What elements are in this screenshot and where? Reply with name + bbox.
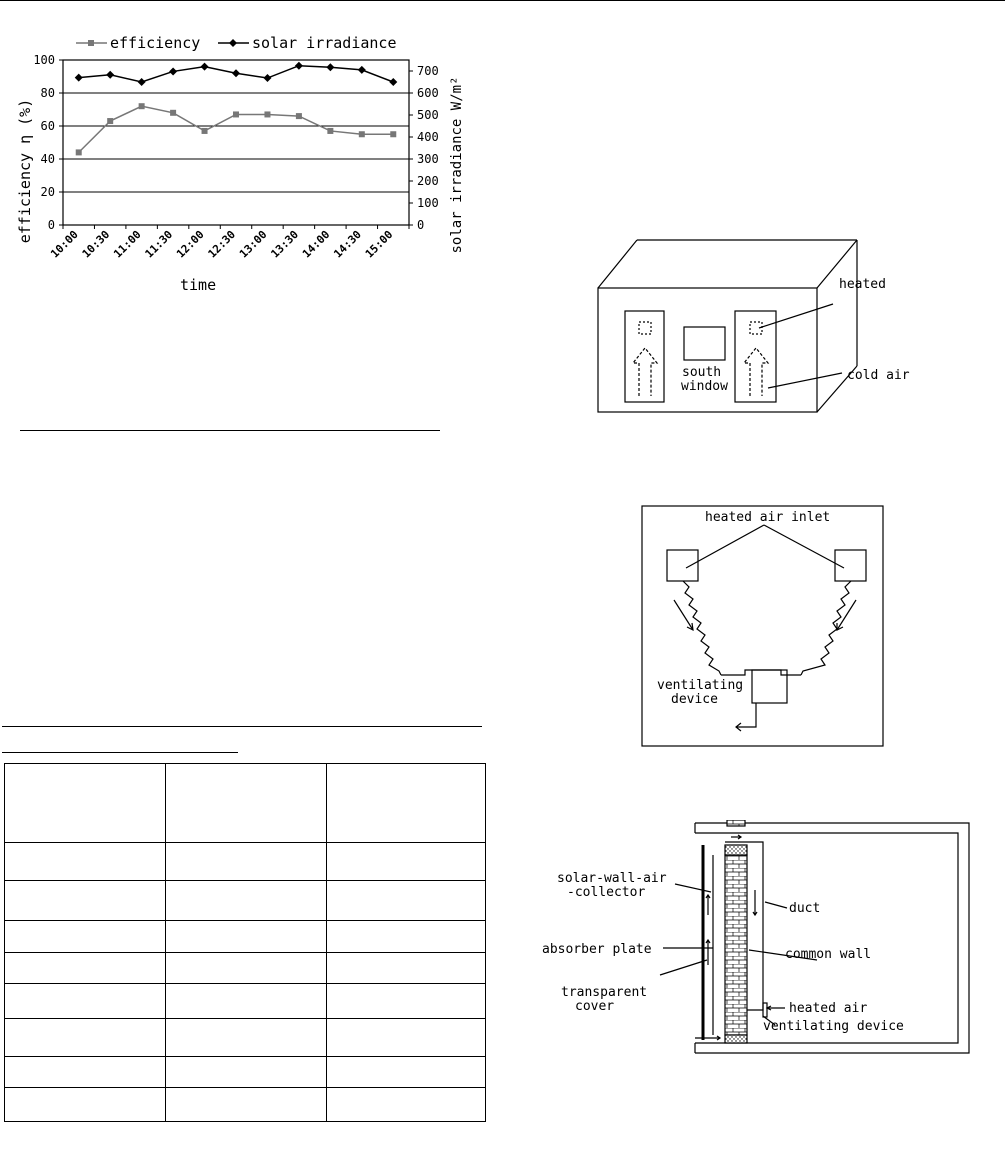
x-tick-label: 13:00 xyxy=(236,227,270,261)
label-heated-air-inlet: heated air inlet xyxy=(705,510,831,525)
label-solar-wall-air: solar-wall-air xyxy=(557,871,667,886)
y-right-tick-label: 700 xyxy=(417,64,439,78)
south-window xyxy=(684,327,725,360)
label-absorber-plate: absorber plate xyxy=(542,942,652,957)
x-tick-label: 12:00 xyxy=(174,227,207,261)
y-tick-label: 0 xyxy=(47,218,55,232)
y-right-tick-label: 400 xyxy=(417,130,439,144)
label-ventilating: ventilating xyxy=(657,678,744,693)
y-tick-label: 40 xyxy=(40,152,55,166)
left-collector xyxy=(625,311,664,402)
label-duct: duct xyxy=(789,901,821,916)
point-solar-irradiance xyxy=(106,71,114,79)
table-row xyxy=(5,764,486,843)
point-solar-irradiance xyxy=(201,63,209,71)
x-tick-label: 10:00 xyxy=(48,227,81,261)
room-collector-diagram xyxy=(587,238,949,415)
room-outline xyxy=(642,506,883,746)
x-tick-label: 11:30 xyxy=(142,227,176,261)
label-window: window xyxy=(681,379,728,394)
label-cold-air: cold air xyxy=(847,368,910,383)
point-solar-irradiance xyxy=(263,74,271,82)
left-inlet xyxy=(667,550,698,581)
point-efficiency xyxy=(264,111,270,117)
y-tick-label: 100 xyxy=(33,53,55,67)
efficiency-irradiance-chart xyxy=(0,25,470,295)
point-efficiency xyxy=(296,113,302,119)
point-solar-irradiance xyxy=(389,78,397,86)
y-tick-label: 80 xyxy=(40,86,55,100)
table-row xyxy=(5,881,486,921)
table-row xyxy=(5,1019,486,1057)
page-top-rule xyxy=(0,0,1005,1)
label-cover: cover xyxy=(575,999,615,1014)
y-tick-label: 20 xyxy=(40,185,55,199)
legend-solar-irradiance: solar irradiance xyxy=(252,34,397,52)
table-row xyxy=(5,1057,486,1088)
y-axis-label: efficiency η (%) xyxy=(16,98,34,244)
x-tick-label: 13:30 xyxy=(268,227,302,261)
underline-2 xyxy=(2,726,482,727)
point-efficiency xyxy=(233,111,239,117)
x-tick-label: 15:00 xyxy=(362,227,396,261)
label-collector: -collector xyxy=(567,885,646,900)
x-tick-label: 11:00 xyxy=(111,227,144,261)
x-axis-label: time xyxy=(180,276,217,294)
up-arrow-icon xyxy=(633,348,657,396)
point-efficiency xyxy=(170,110,176,116)
table-row xyxy=(5,1088,486,1122)
label-ventilating-device: ventilating device xyxy=(763,1019,904,1034)
y-right-tick-label: 100 xyxy=(417,196,439,210)
flow-arrow-icon xyxy=(674,600,693,630)
y-right-tick-label: 300 xyxy=(417,152,439,166)
plot-frame xyxy=(63,60,409,225)
common-wall xyxy=(725,855,747,1035)
point-solar-irradiance xyxy=(232,69,240,77)
inlet-ventilation-diagram xyxy=(641,505,886,748)
label-device: device xyxy=(671,692,718,707)
table-row xyxy=(5,921,486,953)
y-right-tick-label: 0 xyxy=(417,218,425,232)
point-solar-irradiance xyxy=(138,78,146,86)
point-efficiency xyxy=(107,118,113,124)
solar-wall-section-diagram xyxy=(535,820,975,1060)
point-efficiency xyxy=(390,131,396,137)
point-efficiency xyxy=(202,128,208,134)
table-row xyxy=(5,953,486,984)
right-duct xyxy=(801,581,851,675)
y-tick-label: 60 xyxy=(40,119,55,133)
y-right-tick-label: 500 xyxy=(417,108,439,122)
label-heated-air: heated air xyxy=(789,1001,868,1016)
point-solar-irradiance xyxy=(326,63,334,71)
point-solar-irradiance xyxy=(358,66,366,74)
legend-efficiency: efficiency xyxy=(110,34,201,52)
legend xyxy=(76,34,397,52)
plot-area xyxy=(33,53,438,261)
ventilating-device xyxy=(763,1003,767,1017)
x-tick-label: 14:30 xyxy=(331,227,364,261)
table-row xyxy=(5,984,486,1019)
point-efficiency xyxy=(139,103,145,109)
underline-3 xyxy=(2,752,238,753)
y-axis-right-label: solar irradiance W/m² xyxy=(449,76,465,254)
label-heated: heated xyxy=(839,277,886,292)
y-right-tick-label: 200 xyxy=(417,174,439,188)
data-table xyxy=(4,763,486,1122)
underline-1 xyxy=(20,430,440,431)
up-arrow-icon xyxy=(744,348,768,396)
label-common-wall: common wall xyxy=(785,947,872,962)
label-south: south xyxy=(682,365,722,380)
x-tick-label: 14:00 xyxy=(299,227,333,261)
label-transparent: transparent xyxy=(561,985,648,1000)
point-efficiency xyxy=(327,128,333,134)
point-solar-irradiance xyxy=(169,67,177,75)
table-row xyxy=(5,843,486,881)
point-efficiency xyxy=(76,149,82,155)
x-tick-label: 10:30 xyxy=(79,227,113,261)
point-efficiency xyxy=(359,131,365,137)
point-solar-irradiance xyxy=(75,74,83,82)
y-right-tick-label: 600 xyxy=(417,86,439,100)
x-tick-label: 12:30 xyxy=(205,227,239,261)
point-solar-irradiance xyxy=(295,62,303,70)
